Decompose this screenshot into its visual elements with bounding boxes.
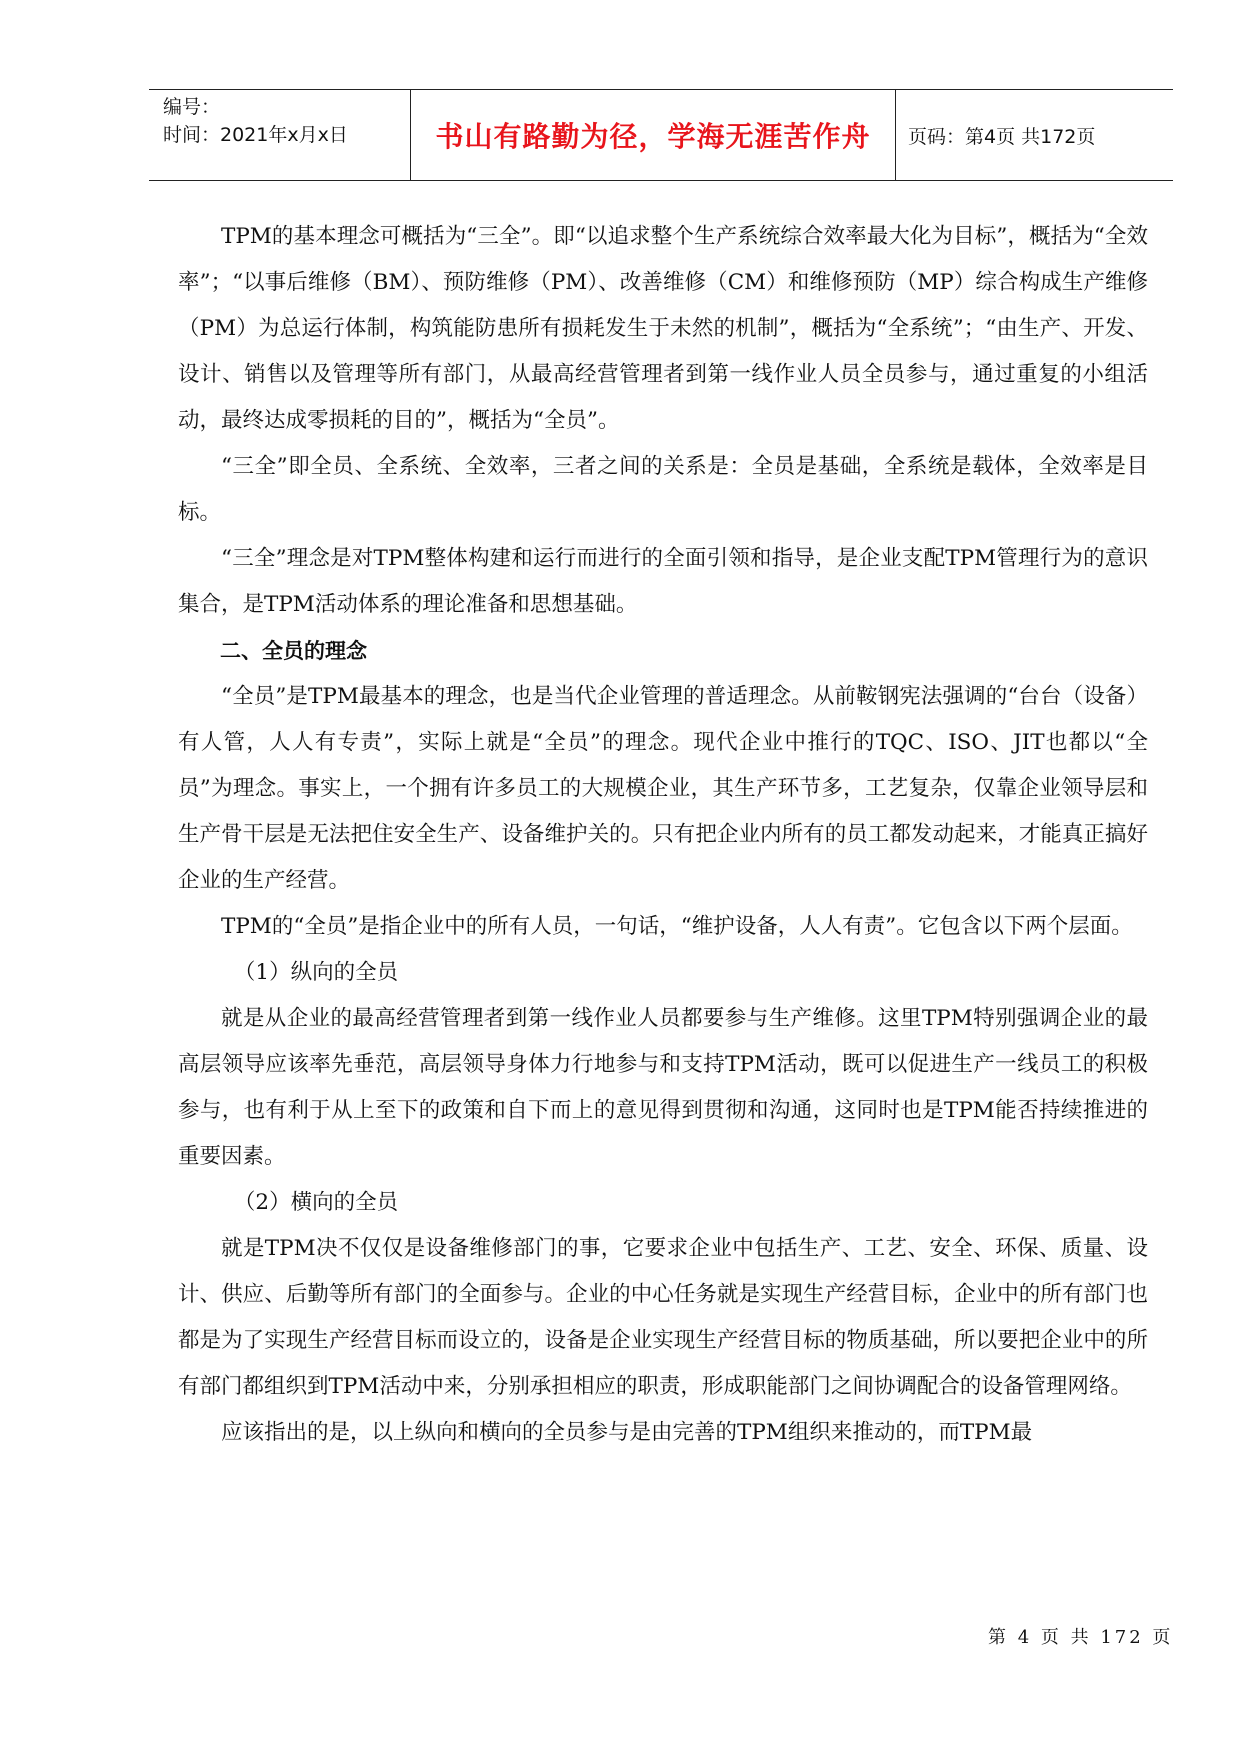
subheading: （2）横向的全员 <box>233 1190 399 1215</box>
paragraph: TPM的“全员”是指企业中的所有人员，一句话，“维护设备，人人有责”。它包含以下两个层面。 <box>221 914 1133 939</box>
paragraph: “三全”理念是对TPM整体构建和运行而进行的全面引领和指导，是企业支配TPM管理行为的意识集合，是TPM活动体系的理论准备和思想基础。 <box>178 546 1148 617</box>
subheading: （1）纵向的全员 <box>233 960 399 985</box>
paragraph: “三全”即全员、全系统、全效率，三者之间的关系是：全员是基础，全系统是载体，全效率是目标。 <box>178 454 1148 525</box>
header-slogan: 书山有路勤为径，学海无涯苦作舟 <box>411 90 896 180</box>
paragraph: 就是从企业的最高经营管理者到第一线作业人员都要参与生产维修。这里TPM特别强调企业的最高层领导应该率先垂范，高层领导身体力行地参与和支持TPM活动，既可以促进生产一线员工的积极参与，也有利于从上至下的政策和自下而上的意见得到贯彻和沟通，这同时也是TPM能否持续推进的重要因素。 <box>178 1006 1148 1169</box>
paragraph: 就是TPM决不仅仅是设备维修部门的事，它要求企业中包括生产、工艺、安全、环保、质量、设计、供应、后勤等所有部门的全面参与。企业的中心任务就是实现生产经营目标，企业中的所有部门也都是为了实现生产经营目标而设立的，设备是企业实现生产经营目标的物质基础，所以要把企业中的所有部门都组织到TPM活动中来，分别承担相应的职责，形成职能部门之间协调配合的设备管理网络。 <box>178 1236 1148 1399</box>
page-header <box>149 89 1173 181</box>
document-time-label: 时间：2021年x月x日 <box>163 124 348 146</box>
paragraph: 应该指出的是，以上纵向和横向的全员参与是由完善的TPM组织来推动的，而TPM最 <box>221 1420 1033 1445</box>
page-footer: 第 4 页 共 172 页 <box>988 1627 1174 1648</box>
document-number-label: 编号： <box>163 96 221 118</box>
header-meta-cell <box>149 90 411 180</box>
header-page-info: 页码：第4页 共172页 <box>908 125 1096 148</box>
paragraph: TPM的基本理念可概括为“三全”。即“以追求整个生产系统综合效率最大化为目标”，概括为“全效率”；“以事后维修（BM）、预防维修（PM）、改善维修（CM）和维修预防（MP）综合构成生产维修（PM）为总运行体制，构筑能防患所有损耗发生于未然的机制”，概括为“全系统”；“由生产、开发、设计、销售以及管理等所有部门，从最高经营管理者到第一线作业人员全员参与，通过重复的小组活动，最终达成零损耗的目的”，概括为“全员”。 <box>178 224 1148 433</box>
document-body <box>178 214 1148 1456</box>
paragraph: “全员”是TPM最基本的理念，也是当代企业管理的普适理念。从前鞍钢宪法强调的“台台（设备）有人管，人人有专责”，实际上就是“全员”的理念。现代企业中推行的TQC、ISO、JIT也都以“全员”为理念。事实上，一个拥有许多员工的大规模企业，其生产环节多，工艺复杂，仅靠企业领导层和生产骨干层是无法把住安全生产、设备维护关的。只有把企业内所有的员工都发动起来，才能真正搞好企业的生产经营。 <box>178 684 1148 893</box>
section-heading: 二、全员的理念 <box>220 639 367 663</box>
